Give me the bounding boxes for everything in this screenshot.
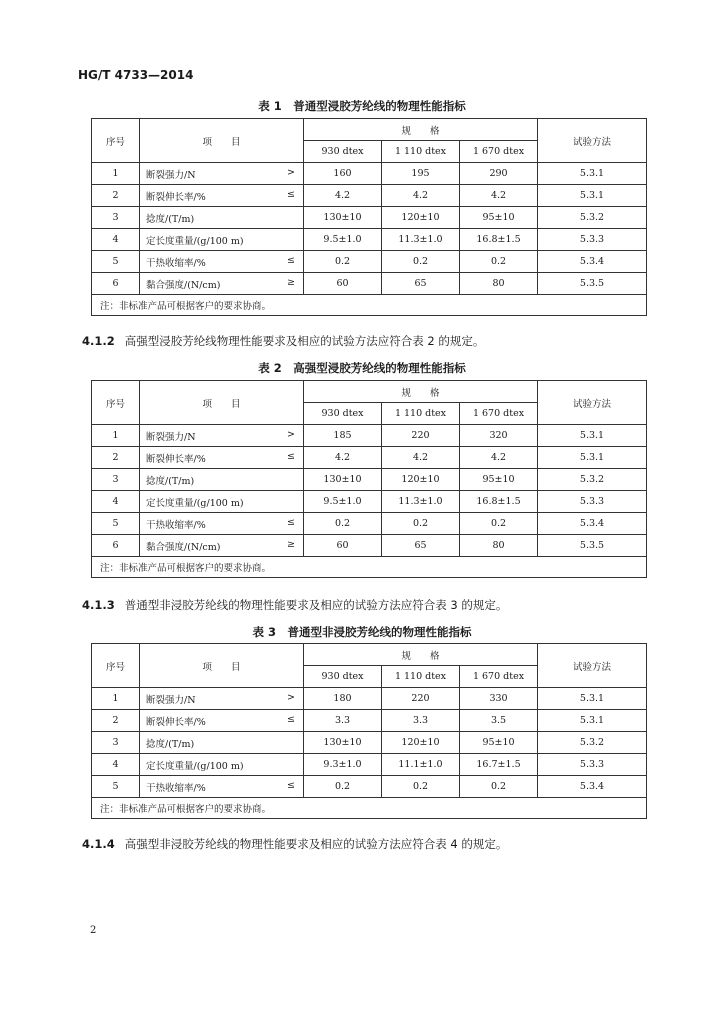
header-spec-size: 1 670 dtex [460,403,538,425]
row-method: 5.3.1 [538,710,647,732]
row-item-label: 黏合强度/(N/cm) [146,541,221,553]
header-spec-size: 1 110 dtex [382,141,460,163]
row-value-1670: 16.8±1.5 [460,229,538,251]
row-seq: 3 [92,207,140,229]
clause-4-1-2 [82,333,682,349]
header-item: 项 目 [140,381,304,425]
row-value-1670: 0.2 [460,251,538,273]
row-comparison-symbol: ≤ [287,779,295,791]
table-row [92,447,647,469]
row-value-1110: 220 [382,688,460,710]
row-value-1670: 16.8±1.5 [460,491,538,513]
row-value-1110: 65 [382,273,460,295]
row-value-1110: 120±10 [382,469,460,491]
row-item [140,229,304,251]
clause-text: 普通型非浸胶芳纶线的物理性能要求及相应的试验方法应符合表 3 的规定。 [124,598,508,612]
row-item-label: 断裂伸长率/% [146,191,206,203]
header-seq: 序号 [92,119,140,163]
row-item-label: 干热收缩率/% [146,257,206,269]
row-value-930: 60 [304,535,382,557]
row-method: 5.3.5 [538,273,647,295]
table-row [92,535,647,557]
header-spec-size: 1 670 dtex [460,666,538,688]
row-value-1110: 4.2 [382,185,460,207]
row-value-1670: 3.5 [460,710,538,732]
table-row [92,229,647,251]
row-value-930: 9.5±1.0 [304,491,382,513]
table-row [92,513,647,535]
note-row [92,557,647,578]
table-row [92,185,647,207]
table-row [92,207,647,229]
row-comparison-symbol: ≥ [287,276,295,288]
header-row [92,644,647,666]
row-method: 5.3.4 [538,251,647,273]
row-comparison-symbol: ≤ [287,516,295,528]
row-value-1110: 3.3 [382,710,460,732]
row-seq: 5 [92,513,140,535]
table-row [92,251,647,273]
row-value-1110: 11.3±1.0 [382,491,460,513]
clause-text: 高强型非浸胶芳纶线的物理性能要求及相应的试验方法应符合表 4 的规定。 [124,837,508,851]
clause-4-1-3 [82,597,682,613]
row-value-1110: 120±10 [382,207,460,229]
clause-number: 4.1.4 [82,837,115,851]
row-item [140,754,304,776]
header-spec-size: 930 dtex [304,141,382,163]
row-seq: 1 [92,688,140,710]
row-value-930: 9.3±1.0 [304,754,382,776]
row-method: 5.3.2 [538,732,647,754]
row-value-1110: 195 [382,163,460,185]
row-item [140,447,304,469]
row-item [140,469,304,491]
standard-number: HG/T 4733—2014 [78,68,194,82]
row-value-1670: 0.2 [460,776,538,798]
row-comparison-symbol: ≤ [287,254,295,266]
row-item [140,163,304,185]
row-item-label: 黏合强度/(N/cm) [146,279,221,291]
header-spec-size: 1 670 dtex [460,141,538,163]
row-comparison-symbol: ≤ [287,188,295,200]
row-value-930: 130±10 [304,207,382,229]
row-value-1670: 95±10 [460,732,538,754]
row-seq: 4 [92,491,140,513]
row-value-1670: 95±10 [460,469,538,491]
row-item [140,732,304,754]
table-row [92,163,647,185]
row-method: 5.3.1 [538,425,647,447]
table-2 [91,380,647,578]
row-comparison-symbol: ≤ [287,713,295,725]
row-value-1110: 11.1±1.0 [382,754,460,776]
row-seq: 3 [92,732,140,754]
table-row [92,776,647,798]
row-item [140,425,304,447]
row-method: 5.3.3 [538,229,647,251]
row-seq: 3 [92,469,140,491]
table-row [92,732,647,754]
table-row [92,491,647,513]
row-value-930: 185 [304,425,382,447]
row-item-label: 干热收缩率/% [146,519,206,531]
row-value-930: 0.2 [304,776,382,798]
row-value-1670: 290 [460,163,538,185]
row-comparison-symbol: ≤ [287,450,295,462]
header-spec-size: 930 dtex [304,403,382,425]
row-value-1110: 65 [382,535,460,557]
row-method: 5.3.1 [538,447,647,469]
row-method: 5.3.1 [538,163,647,185]
table-3-caption: 表 3 普通型非浸胶芳纶线的物理性能指标 [252,625,472,639]
header-item: 项 目 [140,119,304,163]
row-seq: 6 [92,273,140,295]
header-spec: 规 格 [304,644,538,666]
row-item-label: 断裂强力/N [146,431,196,443]
table-note: 注：非标准产品可根据客户的要求协商。 [92,295,647,316]
clause-4-1-4 [82,836,682,852]
row-value-930: 0.2 [304,513,382,535]
row-item [140,185,304,207]
row-value-1110: 220 [382,425,460,447]
row-value-930: 130±10 [304,732,382,754]
header-row [92,119,647,141]
row-seq: 2 [92,447,140,469]
row-item-label: 断裂伸长率/% [146,716,206,728]
header-method: 试验方法 [538,644,647,688]
header-method: 试验方法 [538,381,647,425]
table-3 [91,643,647,819]
row-value-930: 60 [304,273,382,295]
row-value-930: 3.3 [304,710,382,732]
table-note: 注：非标准产品可根据客户的要求协商。 [92,798,647,819]
table-note: 注：非标准产品可根据客户的要求协商。 [92,557,647,578]
row-value-1670: 0.2 [460,513,538,535]
row-method: 5.3.4 [538,776,647,798]
header-spec: 规 格 [304,119,538,141]
row-value-1110: 0.2 [382,776,460,798]
row-seq: 5 [92,776,140,798]
row-comparison-symbol: > [287,691,295,703]
row-item-label: 断裂伸长率/% [146,453,206,465]
row-method: 5.3.4 [538,513,647,535]
row-value-930: 9.5±1.0 [304,229,382,251]
row-value-930: 180 [304,688,382,710]
row-method: 5.3.3 [538,491,647,513]
row-value-1670: 4.2 [460,447,538,469]
table-row [92,710,647,732]
row-value-1670: 95±10 [460,207,538,229]
note-row [92,295,647,316]
header-row [92,381,647,403]
header-spec-size: 1 110 dtex [382,403,460,425]
table-1 [91,118,647,316]
row-value-930: 4.2 [304,185,382,207]
row-item [140,513,304,535]
row-value-930: 130±10 [304,469,382,491]
table-row [92,425,647,447]
row-item-label: 捻度/(T/m) [146,213,195,225]
row-item [140,688,304,710]
row-method: 5.3.1 [538,185,647,207]
row-seq: 2 [92,185,140,207]
row-value-1110: 0.2 [382,513,460,535]
header-item: 项 目 [140,644,304,688]
row-item [140,710,304,732]
row-value-930: 0.2 [304,251,382,273]
row-value-1110: 11.3±1.0 [382,229,460,251]
row-item-label: 捻度/(T/m) [146,475,195,487]
row-value-1670: 16.7±1.5 [460,754,538,776]
row-value-1670: 320 [460,425,538,447]
row-item [140,251,304,273]
row-method: 5.3.3 [538,754,647,776]
row-value-1110: 120±10 [382,732,460,754]
row-item [140,491,304,513]
clause-number: 4.1.2 [82,334,115,348]
clause-number: 4.1.3 [82,598,115,612]
header-spec: 规 格 [304,381,538,403]
row-item [140,535,304,557]
row-value-930: 160 [304,163,382,185]
table-row [92,273,647,295]
row-item-label: 定长度重量/(g/100 m) [146,497,244,509]
table-row [92,469,647,491]
row-item-label: 干热收缩率/% [146,782,206,794]
row-method: 5.3.5 [538,535,647,557]
row-item [140,273,304,295]
row-item-label: 定长度重量/(g/100 m) [146,235,244,247]
row-value-1110: 0.2 [382,251,460,273]
row-comparison-symbol: > [287,428,295,440]
row-item-label: 断裂强力/N [146,694,196,706]
row-value-930: 4.2 [304,447,382,469]
row-item-label: 断裂强力/N [146,169,196,181]
row-item [140,776,304,798]
row-seq: 4 [92,754,140,776]
row-item-label: 定长度重量/(g/100 m) [146,760,244,772]
row-seq: 2 [92,710,140,732]
row-method: 5.3.1 [538,688,647,710]
table-1-caption: 表 1 普通型浸胶芳纶线的物理性能指标 [258,99,466,113]
row-value-1110: 4.2 [382,447,460,469]
header-spec-size: 1 110 dtex [382,666,460,688]
header-seq: 序号 [92,381,140,425]
header-method: 试验方法 [538,119,647,163]
row-comparison-symbol: > [287,166,295,178]
row-item-label: 捻度/(T/m) [146,738,195,750]
row-comparison-symbol: ≥ [287,538,295,550]
table-2-caption: 表 2 高强型浸胶芳纶线的物理性能指标 [258,361,466,375]
row-value-1670: 4.2 [460,185,538,207]
row-value-1670: 330 [460,688,538,710]
row-item [140,207,304,229]
row-seq: 1 [92,163,140,185]
row-method: 5.3.2 [538,469,647,491]
note-row [92,798,647,819]
row-seq: 6 [92,535,140,557]
row-seq: 1 [92,425,140,447]
table-row [92,688,647,710]
row-value-1670: 80 [460,273,538,295]
page-number: 2 [90,925,97,936]
header-seq: 序号 [92,644,140,688]
row-method: 5.3.2 [538,207,647,229]
header-spec-size: 930 dtex [304,666,382,688]
row-value-1670: 80 [460,535,538,557]
table-row [92,754,647,776]
clause-text: 高强型浸胶芳纶线物理性能要求及相应的试验方法应符合表 2 的规定。 [124,334,485,348]
row-seq: 5 [92,251,140,273]
row-seq: 4 [92,229,140,251]
